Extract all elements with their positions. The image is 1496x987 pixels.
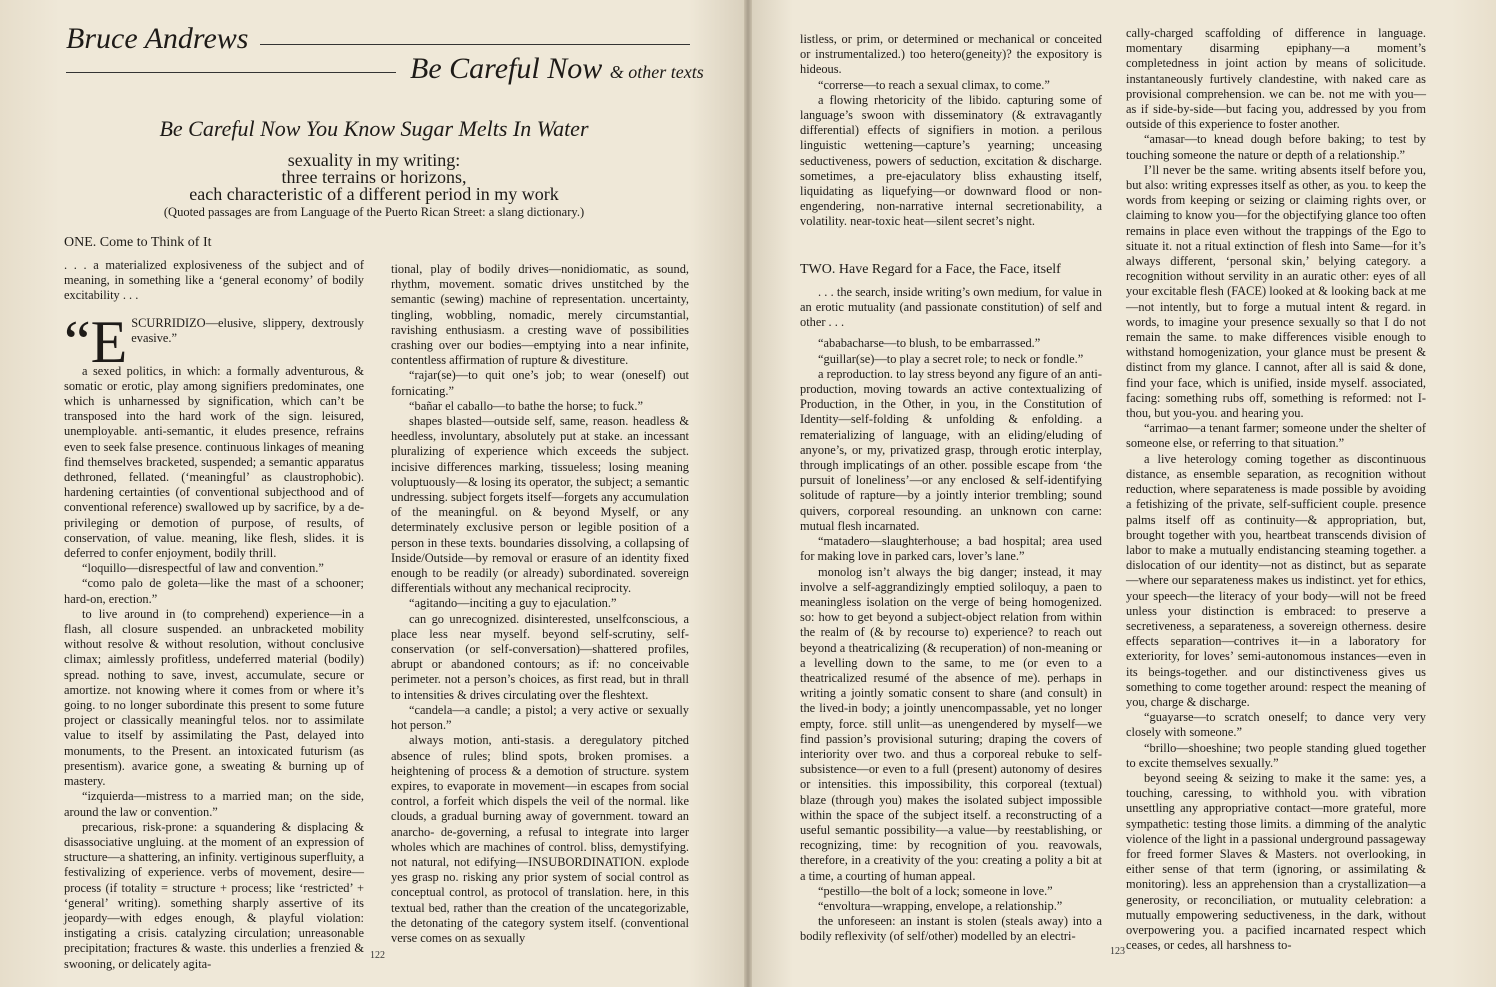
quote: “guayarse—to scratch oneself; to dance very very closely with someone.” [1126, 710, 1426, 740]
paragraph: a sexed politics, in which: a formally adventurous, & somatic or erotic, play among signifiers predominates, one which is unharnessed by signification, which can’t be transposed into the hard work of the sign. leisured, unemployable. anti-semantic, it eludes presence, refrains even to seek false presence. continuous linkages of meaning find themselves bracketed, suspended; a semantic apparatus dethroned, fellated. (‘meaningful’ as claustrophobic). hardening certainties (of conventional subjecthood and of conventional reference) swallowed up by sacrifice, by a de-privileging or demotion of purpose, of results, of conservation, of value. meaning, like flesh, slides. it is deferred to confer enjoyment, bodily thrill. [64, 363, 364, 561]
paragraph: always motion, anti-stasis. a deregulatory pitched absence of rules; blind spots, broken promises. a heightening of process & a demotion of structure. system expires, to evaporate in movement—in escapes from social control, a forfeit which dispels the veil of the normal. like clouds, a gradual burning away of government. toward an anarcho- de-governing, a refusal to integrate into larger wholes which are machines of control. bliss, demystifying. not natural, not edifying—INSUBORDINATION. explode yes grasp no. risking any prior system of social control as conceptual control, as protocol of translation. here, in this textual bed, rather than the creation of the uncategorizable, the detonating of the category system itself. (conventional verse comes on as sexually [391, 733, 689, 945]
quote: “como palo de goleta—like the mast of a schooner; hard-on, erection.” [64, 576, 364, 606]
paragraph: monolog isn’t always the big danger; instead, it may involve a self-aggrandizingly emptied soliloquy, a paen to meaningless isolation on the verge of being homogenized. so: how to get beyond a subject-object relation from within the realm of (& by recourse to) experience? to reach out beyond a theatricalizing (& recuperation) of non-meaning or a levelling down to the same, to me (or even to a theatricalized resumé of the absence of me). perhaps in writing a jointly somatic consent to share (and consult) in the lived-in body; a jointly unencompassable, yet no longer empty, force. still unlit—as unengendered by myself—we find passion’s provisional suturing; draping the covers of interiority over two. and thus a corporeal rebuke to self-subsistence—or even to a full (present) autonomy of desires or intensities. this impossibility, this corporeal (textual) blaze (through you) makes the isolated subject impossible within the space of the subject itself. a reconstructing of a useful semantic possibility—a value—by reestablishing, or recognizing, time: by recognition of you. reavowals, therefore, in a creativity of the you: creating a polity a bit at a time, a courting of human appeal. [800, 564, 1102, 883]
paragraph: shapes blasted—outside self, same, reason. headless & heedless, involuntary, absolutely put at stake. an incessant pluralizing of experience which exceeds the subject. incisive differences marking, tissueless; losing meaning voluptuously—& losing its operator, the subject; a semantic undressing. subject forgets itself—forgets any accumulation of the meaningful. on & beyond Myself, or any determinately exclusive person or legible position of a person in these texts. boundaries dissolving, a collapsing of Inside/Outside—by removal or erasure of an identity fixed enough to be readily (or already) subordinated. sovereign differentials without any mechanical reciprocity. [391, 414, 689, 596]
quote: “brillo—shoeshine; two people standing glued together to excite themselves sexually.” [1126, 740, 1426, 770]
quote: “guillar(se)—to play a secret role; to neck or fondle.” [818, 351, 1084, 366]
section-heading-one: ONE. Come to Think of It [64, 235, 212, 250]
quote: “correrse—to reach a sexual climax, to come.” [818, 77, 1050, 92]
paragraph: tional, play of bodily drives—nonidiomatic, as sound, rhythm, movement. somatic drives unstitched by the semantic (sewing) machine of representation. uncertainty, tingling, wobbling, nomadic, merely circumstantial, ravishing enthusiasm. a cresting wave of possibilities crashing over our bodies—emptying into a near infinite, contentless affirmation of rupture & divestiture. [391, 262, 689, 368]
paragraph: beyond seeing & seizing to make it the same: yes, a touching, caressing, to withhold you. with vibration unsettling any appropriative contact—more grateful, more sympathetic: testing those limits. a dimming of the analytic violence of the light in a passional underground passageway for freed former Slaves & Masters. not overlooking, in either sense of that term (ignoring, or assimilating & monitoring). less an apprehension than a crystallization—a generosity, or reconciliation, or mutuality celebration: a mutually empowering seductiveness, in the dark, without overpowering you. a pacified incarnated respect which ceases, or cedes, all harshness to- [1126, 770, 1426, 953]
author-name: Bruce Andrews [66, 22, 249, 55]
book-title-suffix: & other texts [609, 62, 704, 82]
paragraph: a flowing rhetoricity of the libido. capturing some of language’s swoon with disseminatory (& extravagantly differential) effects of signifiers in motion. a perilous linguistic wettening—capture’s yearning; unceasing seductiveness, powers of seduction, excitation & discharge. sometimes, a pre-ejaculatory bliss exhausting itself, liquidating as liquefying—or downward flood or non-engendering, non-narrative internal secretionability, a volatility. near-toxic heat—silent secret’s night. [800, 92, 1102, 229]
quote: “amasar—to knead dough before baking; to test by touching someone the nature or depth of a relationship.” [1126, 132, 1426, 162]
section-heading-two: TWO. Have Regard for a Face, the Face, itself [800, 261, 1061, 277]
text-column-1 [64, 258, 364, 972]
paragraph: I’ll never be the same. writing absents itself before you, but also: writing expresses itself as other, as you. to keep the words from keeping or seizing or claiming rights over, or claiming to know you—for the objectifying glance too often remains in place even without the trappings of the Ego to situate it. not a ritual extinction of flesh into Same—for it’s always different, ‘personal skin,’ belying category. a recognition without servility in an auratic other: eyes of all your excitable flesh (FACE) looked at & looking back at me—not intently, but to forge a mutual intent & regard. in words, to imagine your presence sexually so that I do not remain the same. to make differences visible enough to withstand homogenization, your glance must be present & distinct from my glance. I cannot, after all is said & done, find your face, which is unified, inside myself. associated, facing: something rubs off, something is reformed: not I-thou, but you-you. and hearing you. [1126, 162, 1426, 421]
quote: “bañar el caballo—to bathe the horse; to fuck.” [409, 398, 643, 413]
header-rule [260, 44, 690, 45]
piece-title: Be Careful Now You Know Sugar Melts In Water [159, 116, 589, 141]
paragraph: to live around in (to comprehend) experience—in a flash, all closure suspended. an unbracketed mobility without resolve & without resolution, without conclusive climax; aimlessly profitless, undeferred material (bodily) spread. nothing to save, invest, accumulate, secure or amortize. not knowing where it comes from or where it’s going. to no longer subordinate this present to some future project or classically meaningful telos. nor to assimilate value to itself by assimilating the Past, delayed into monuments, to the Present. an intoxicated futurism (as presentism). avarice gone, a sweating & burning up of mastery. [64, 606, 364, 789]
quote: “loquillo—disrespectful of law and convention.” [82, 561, 324, 576]
subtitle-line: sexuality in my writing: [287, 150, 461, 170]
quote: “candela—a candle; a pistol; a very active or sexually hot person.” [391, 702, 689, 733]
subtitle-line: three terrains or horizons, [281, 167, 467, 187]
paragraph: listless, or prim, or determined or mechanical or conceited or instrumentalized.) too hetero(geneity)? the expository is hideous. [800, 32, 1102, 77]
book-title [410, 52, 704, 86]
text-column-3 [800, 32, 1102, 945]
page-right [748, 0, 1496, 987]
quote: “matadero—slaughterhouse; a bad hospital; area used for making love in parked cars, lover’s lane.” [800, 534, 1102, 564]
page-number: 122 [370, 950, 385, 961]
quote: “ababacharse—to blush, to be embarrassed.” [818, 336, 1041, 351]
quote: “izquierda—mistress to a married man; on the side, around the law or convention.” [64, 789, 364, 819]
quote: “arrimao—a tenant farmer; someone under the shelter of someone else, or referring to that situation.” [1126, 421, 1426, 451]
text-column-4 [1126, 26, 1426, 953]
text-column-2 [391, 262, 689, 946]
intro-paragraph: . . . a materialized explosiveness of the subject and of meaning, in something like a ‘general economy’ of bodily excitability . . . [64, 258, 364, 303]
dropcap-text: SCURRIDIZO—elusive, slippery, dextrously evasive.” [131, 315, 364, 345]
intro-paragraph: . . . the search, inside writing’s own medium, for value in an erotic mutuality (and passionate constitution) of self and other . . . [800, 284, 1102, 330]
paragraph: a reproduction. to lay stress beyond any figure of an anti-production, moving towards an active contextualizing of Production, in the Other, in you, in the Constitution of Identity—self-folding & unfolding & enfolding. a rematerializing of language, with an eliding/eluding of anyone’s, or my, privatized grasp, through erotic interplay, through implicatings of an other. possible escape from ‘the pursuit of loneliness’—or any enclosed & self-identifying solitude of rapture—by a jointly interior trembling; sound quivers, corporeal resounding. an unknown con carne: mutual flesh incarnated. [800, 366, 1102, 533]
subtitle-line: each characteristic of a different period in my work [189, 184, 559, 204]
paragraph: cally-charged scaffolding of difference in language. momentary disarming epiphany—a moment’s completedness in joint action by means of solicitude. instantaneously furtively clandestine, with naked care as provisional comprehension. we can be. not me with you—as if side-by-side—but facing you, addressed by you from outside of this experience to foster another. [1126, 26, 1426, 132]
paragraph: precarious, risk-prone: a squandering & displacing & disassociative ungluing. at the moment of an expression of structure—a shattering, an infinity. vertiginous superfluity, a festivalizing of experience. verbs of movement, desire—process (if totality = structure + process; like ‘restricted’ + ‘general’ writing). something sharply assertive of its jeopardy—with edges enough, & playful violation: instigating a crisis. catalyzing circulation; unreasonable precipitation; fractures & waste. this underlies a frenzied & swooning, or delicately agita- [64, 819, 364, 971]
quote: “pestillo—the bolt of a lock; someone in love.” [818, 883, 1053, 898]
dropcap-paragraph [64, 308, 364, 375]
paragraph: a live heterology coming together as discontinuous distance, as ensemble separation, as recognition without reduction, where separateness is made possible by avoiding a fetishizing of the private, self-sufficient couple. presence palms itself off as continuity—& appropriation, but, brought together with you, heartbeat transcends division of labor to make a mutually endistancing steaming together. a dislocation of our identity—not as distinct, but as separate—where our separateness makes us indistinct. yet for ethics, your speech—the literacy of your body—will not be freed unless your distinction is embraced: to preserve a secretiveness, a separateness, a sovereign otherness. desire effects separation—contrives it—in a laboratory for exteriority, for loves’ semi-autonomous instances—even in its beings-together. and our distinctiveness gives us something to come together around: respect the meaning of you, charge & discharge. [1126, 451, 1426, 709]
paragraph: can go unrecognized. disinterested, unselfconscious, a place less near myself. beyond self-scrutiny, self-conservation (or self-conversation)—shattered profiles, abrupt or abandoned contours; as if: no conceivable perimeter. not a person’s choices, as first read, but in thrall to intensities & drives circulating over the fleshtext. [391, 611, 689, 702]
quote: “envoltura—wrapping, envelope, a relationship.” [818, 898, 1063, 913]
book-gutter [744, 0, 752, 987]
page-number: 123 [1110, 946, 1125, 957]
quote: “rajar(se)—to quit one’s job; to wear (oneself) out fornicating.” [391, 368, 689, 398]
book-title-main: Be Careful Now [410, 52, 603, 85]
source-note: (Quoted passages are from Language of the Puerto Rican Street: a slang dictionary.) [163, 205, 585, 219]
quote: “agitando—inciting a guy to ejaculation.” [409, 596, 617, 611]
header-rule [66, 72, 396, 73]
paragraph: the unforeseen: an instant is stolen (steals away) into a bodily reflexivity (of self/other) modelled by an electri- [800, 914, 1102, 944]
drop-cap: “E [64, 308, 128, 375]
